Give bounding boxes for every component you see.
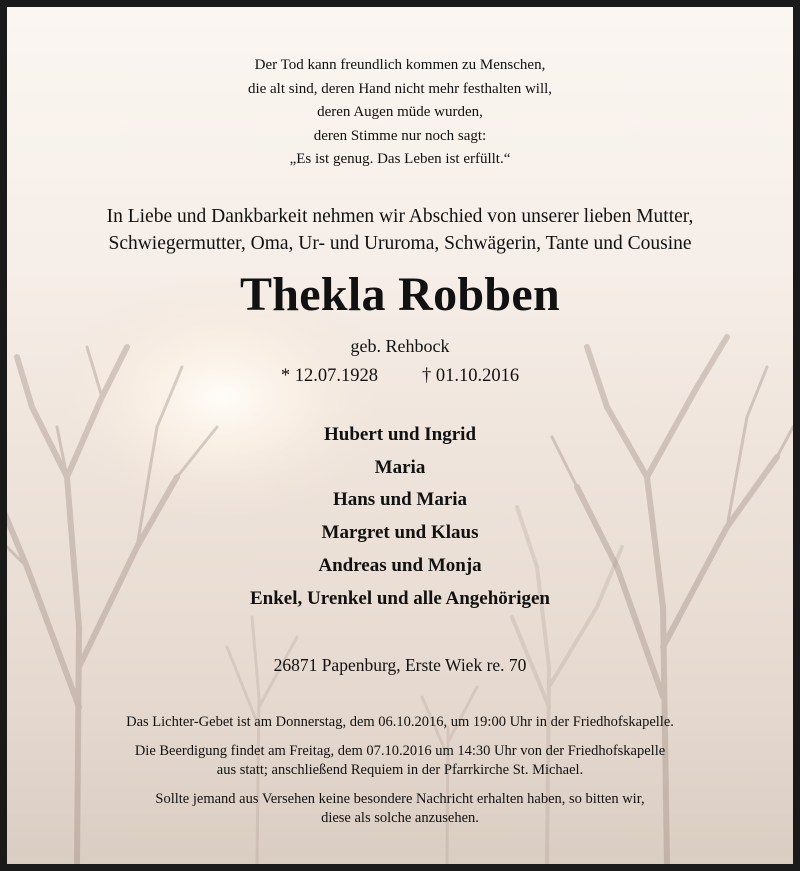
prayer-note	[7, 713, 793, 733]
poem	[7, 54, 793, 172]
note-line: aus statt; anschließend Requiem in der Pfarrkirche St. Michael.	[216, 762, 584, 778]
death-date: † 01.10.2016	[422, 366, 520, 386]
family-member: Margret und Klaus	[321, 522, 479, 544]
family-member: Hubert und Ingrid	[323, 424, 477, 445]
poem-line: Der Tod kann freundlich kommen zu Menschen,	[254, 57, 546, 73]
family-member: Andreas und Monja	[318, 554, 482, 576]
intro-text	[7, 203, 793, 257]
notification-note	[7, 790, 793, 829]
poem-line: „Es ist genug. Das Leben ist erfüllt.“	[289, 151, 511, 167]
note-line: Die Beerdigung findet am Freitag, dem 07.10.2016 um 14:30 Uhr von der Friedhofskapelle	[134, 742, 666, 759]
intro-line: In Liebe und Dankbarkeit nehmen wir Abschied von unserer lieben Mutter,	[106, 206, 694, 227]
notes	[7, 713, 793, 838]
birth-date: * 12.07.1928	[280, 366, 378, 386]
family-member: Maria	[374, 456, 426, 478]
deceased-name: Thekla Robben	[239, 268, 560, 321]
note-line: Das Lichter-Gebet ist am Donnerstag, dem 06.10.2016, um 19:00 Uhr in der Friedhofskapelle.	[126, 714, 674, 730]
poem-line: deren Augen müde wurden,	[317, 104, 483, 120]
family-member: Enkel, Urenkel und alle Angehörigen	[249, 587, 550, 609]
note-line: Sollte jemand aus Versehen keine besondere Nachricht erhalten haben, so bitten wir,	[155, 790, 645, 807]
life-dates	[7, 364, 793, 388]
poem-line: deren Stimme nur noch sagt:	[313, 127, 487, 144]
maiden-name: geb. Rehbock	[350, 336, 450, 356]
poem-line: die alt sind, deren Hand nicht mehr festhalten will,	[247, 80, 553, 97]
family-member: Hans und Maria	[332, 489, 468, 511]
funeral-note	[7, 742, 793, 781]
family-list	[7, 419, 793, 615]
address: 26871 Papenburg, Erste Wiek re. 70	[273, 655, 527, 675]
note-line: diese als solche anzusehen.	[321, 810, 479, 826]
intro-line: Schwiegermutter, Oma, Ur- und Ururoma, Schwägerin, Tante und Cousine	[108, 233, 692, 254]
